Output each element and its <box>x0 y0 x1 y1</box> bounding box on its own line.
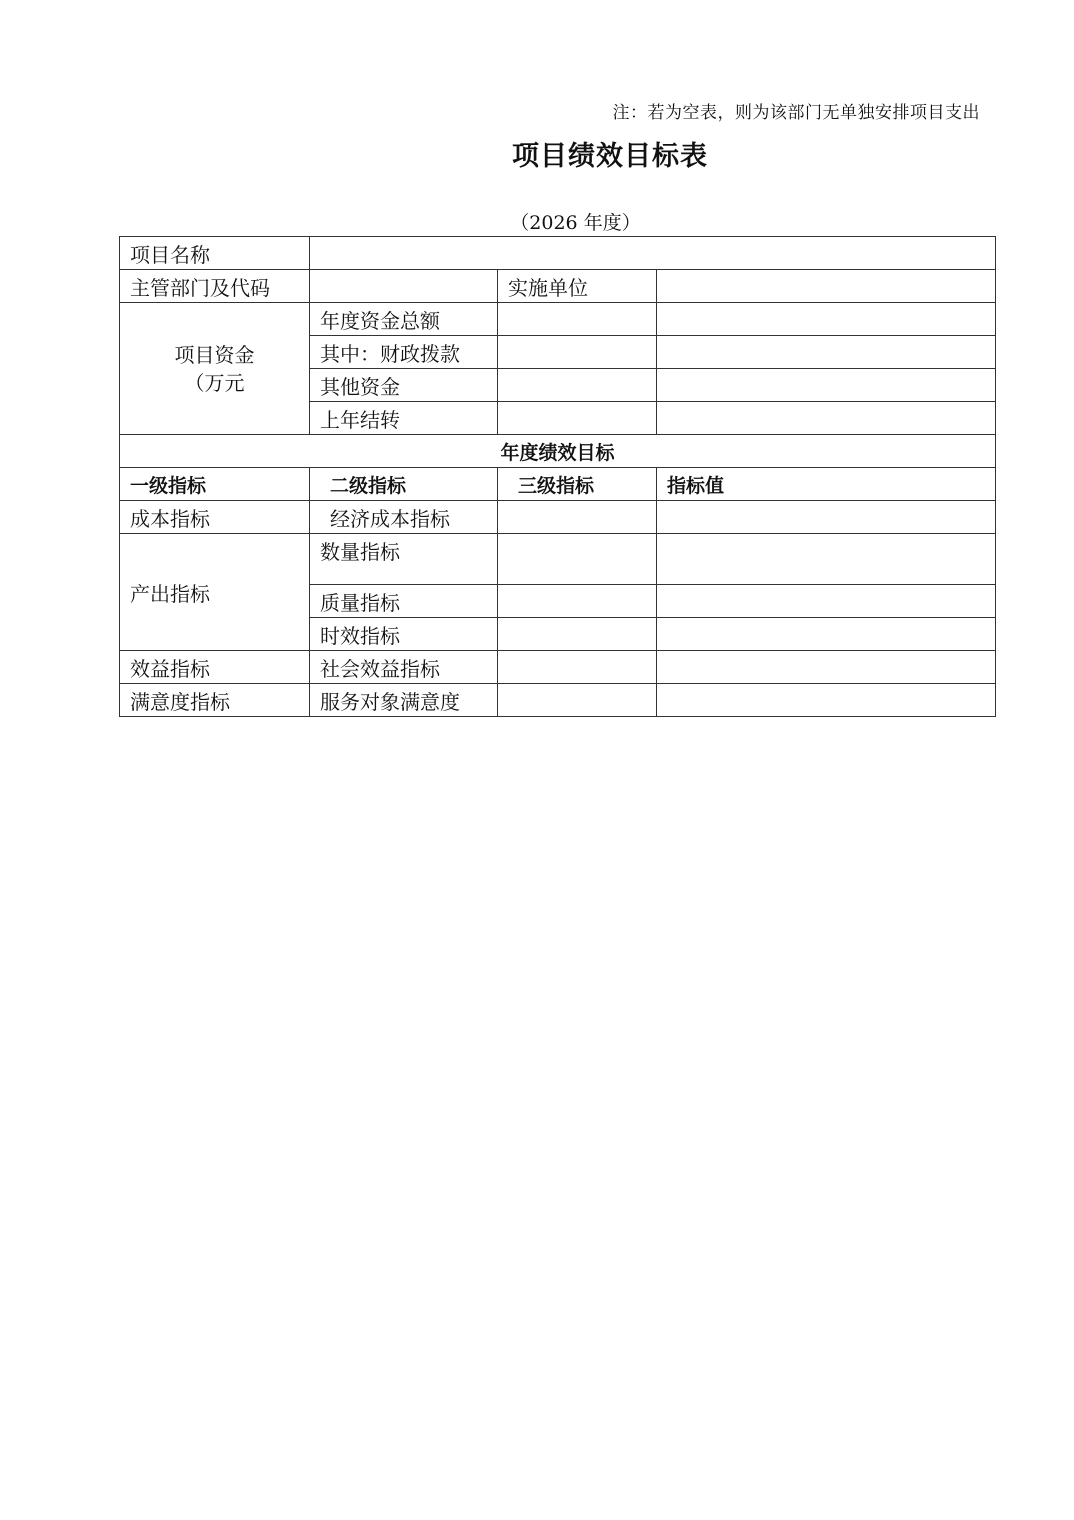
indicator-row <box>120 651 996 684</box>
fund-cell[interactable] <box>498 303 657 336</box>
project-funds-label <box>120 303 310 435</box>
indicator-row <box>120 534 996 585</box>
indicator-level2: 经济成本指标 <box>310 501 498 534</box>
annual-target-header: 年度绩效目标 <box>120 435 996 468</box>
column-header-row <box>120 468 996 501</box>
col-header-level2: 二级指标 <box>310 468 498 501</box>
fund-row-label: 其他资金 <box>310 369 498 402</box>
dept-value[interactable] <box>310 270 498 303</box>
fund-cell[interactable] <box>657 369 996 402</box>
col-header-level1: 一级指标 <box>120 468 310 501</box>
fund-cell[interactable] <box>657 303 996 336</box>
indicator-level3-cell[interactable] <box>498 651 657 684</box>
project-funds-label-line1: 项目资金 <box>174 342 255 367</box>
indicator-level2: 质量指标 <box>310 585 498 618</box>
impl-unit-value[interactable] <box>657 270 996 303</box>
fund-cell[interactable] <box>498 402 657 435</box>
indicator-level2: 社会效益指标 <box>310 651 498 684</box>
indicator-level1: 产出指标 <box>120 534 310 651</box>
project-name-row <box>120 237 996 270</box>
indicator-level3-cell[interactable] <box>498 585 657 618</box>
indicator-level3-cell[interactable] <box>498 534 657 585</box>
empty-table-note: 注：若为空表，则为该部门无单独安排项目支出 <box>612 103 980 123</box>
indicator-level1: 成本指标 <box>120 501 310 534</box>
fund-row-label: 其中：财政拨款 <box>310 336 498 369</box>
performance-target-table <box>119 236 996 717</box>
col-header-level3: 三级指标 <box>498 468 657 501</box>
indicator-level1: 效益指标 <box>120 651 310 684</box>
indicator-level3-cell[interactable] <box>498 684 657 717</box>
project-name-label: 项目名称 <box>120 237 310 270</box>
indicator-level1: 满意度指标 <box>120 684 310 717</box>
indicator-row <box>120 684 996 717</box>
indicator-level2: 时效指标 <box>310 618 498 651</box>
fund-cell[interactable] <box>657 336 996 369</box>
dept-label: 主管部门及代码 <box>120 270 310 303</box>
indicator-value-cell[interactable] <box>657 534 996 585</box>
fund-row-label: 上年结转 <box>310 402 498 435</box>
indicator-level2: 服务对象满意度 <box>310 684 498 717</box>
indicator-level3-cell[interactable] <box>498 501 657 534</box>
project-name-value[interactable] <box>310 237 996 270</box>
indicator-level3-cell[interactable] <box>498 618 657 651</box>
impl-unit-label: 实施单位 <box>498 270 657 303</box>
indicator-row <box>120 501 996 534</box>
year-label: （2026 年度） <box>510 212 641 234</box>
fund-cell[interactable] <box>498 336 657 369</box>
indicator-level2: 数量指标 <box>310 534 498 585</box>
indicator-value-cell[interactable] <box>657 501 996 534</box>
section-header-row <box>120 435 996 468</box>
indicator-value-cell[interactable] <box>657 618 996 651</box>
fund-cell[interactable] <box>657 402 996 435</box>
department-row <box>120 270 996 303</box>
indicator-value-cell[interactable] <box>657 585 996 618</box>
indicator-value-cell[interactable] <box>657 684 996 717</box>
fund-cell[interactable] <box>498 369 657 402</box>
col-header-value: 指标值 <box>657 468 996 501</box>
project-funds-label-line2: （万元 <box>184 370 245 395</box>
fund-row-label: 年度资金总额 <box>310 303 498 336</box>
indicator-value-cell[interactable] <box>657 651 996 684</box>
page-title: 项目绩效目标表 <box>512 141 708 172</box>
fund-row <box>120 303 996 336</box>
